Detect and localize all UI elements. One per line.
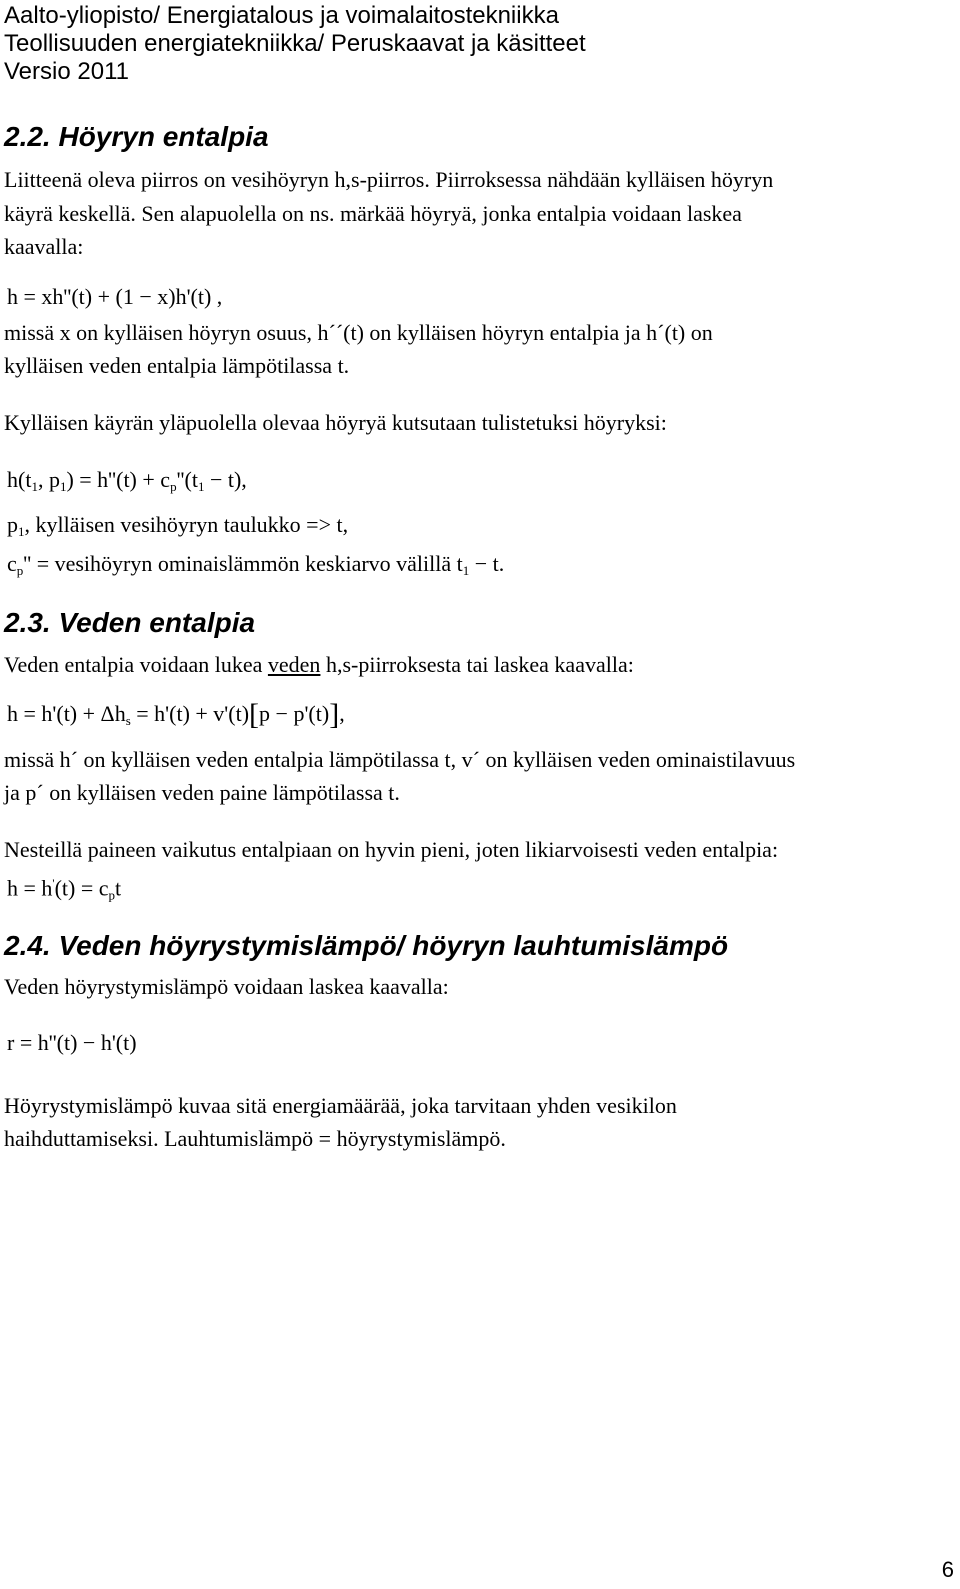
sec22-para3: Kylläisen käyrän yläpuolella olevaa höyryä kutsutaan tulistetuksi höyryksi: — [4, 410, 667, 435]
sec22-para1-line3: kaavalla: — [4, 234, 84, 259]
equation-water-enthalpy-approx: $h = h'(t) = c_pt$ — [7, 875, 122, 903]
sec23-para2-line1: missä h´ on kylläisen veden entalpia lämpötilassa t, v´ on kylläisen veden ominaistilavuus — [4, 747, 796, 772]
header-line-1: Aalto-yliopisto/ Energiatalous ja voimalaitostekniikka — [4, 2, 559, 29]
definition-cp: $c_p''$ = vesihöyryn ominaislämmön keskiarvo välillä $t_1 - t$. — [7, 551, 505, 578]
page-number: 6 — [941, 1557, 954, 1582]
equation-water-enthalpy: $h = h'(t) + \Delta h_s = h'(t) + v'(t)[p - p'(t)]$, — [7, 698, 345, 731]
equation-wet-steam-enthalpy: h = xh''(t) + (1 − x)h'(t) , — [7, 284, 223, 309]
section-2-2-title: 2.2. Höyryn entalpia — [4, 121, 269, 152]
equation-vaporization-heat: r = h''(t) − h'(t) — [7, 1030, 137, 1055]
sec22-para2-line2: kylläisen veden entalpia lämpötilassa t. — [4, 353, 350, 378]
header-line-2: Teollisuuden energiatekniikka/ Peruskaavat ja käsitteet — [4, 30, 586, 57]
sec23-para2-line2: ja p´ on kylläisen veden paine lämpötilassa t. — [4, 780, 400, 805]
header-version: Versio 2011 — [4, 58, 129, 85]
sec22-para1-line2: käyrä keskellä. Sen alapuolella on ns. märkää höyryä, jonka entalpia voidaan laskea — [4, 201, 742, 226]
section-2-4-title: 2.4. Veden höyrystymislämpö/ höyryn lauhtumislämpö — [4, 930, 729, 961]
sec23-para1: Veden entalpia voidaan lukea veden h,s-piirroksesta tai laskea kaavalla: — [4, 652, 634, 677]
sec22-para1-line1: Liitteenä oleva piirros on vesihöyryn h,s-piirros. Piirroksessa nähdään kylläisen höyryn — [4, 167, 774, 192]
sec23-para3: Nesteillä paineen vaikutus entalpiaan on hyvin pieni, joten likiarvoisesti veden entalpia: — [4, 837, 779, 862]
sec24-para2-line2: haihduttamiseksi. Lauhtumislämpö = höyrystymislämpö. — [4, 1126, 506, 1151]
sec24-para2-line1: Höyrystymislämpö kuvaa sitä energiamäärää, joka tarvitaan yhden vesikilon — [4, 1093, 677, 1118]
sec22-para2-line1: missä x on kylläisen höyryn osuus, h´´(t) on kylläisen höyryn entalpia ja h´(t) on — [4, 320, 713, 345]
definition-p1: $p_1$, kylläisen vesihöyryn taulukko => t, — [7, 512, 349, 539]
section-2-3-title: 2.3. Veden entalpia — [4, 607, 256, 638]
sec24-para1: Veden höyrystymislämpö voidaan laskea kaavalla: — [4, 974, 449, 999]
equation-superheated-enthalpy: $h(t_1$, $p_1) = h''(t) + c_p''(t_1 - t)$, — [7, 467, 247, 494]
